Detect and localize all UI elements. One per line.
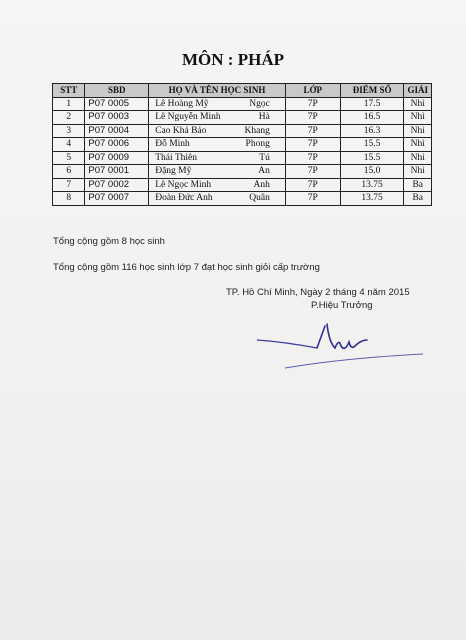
cell-class: 7P [285,124,340,138]
cell-award: Nhì [404,97,432,111]
table-header-row [53,84,432,98]
cell-surname: Đoàn Đức Anh [155,193,213,203]
cell-given-name: Quân [249,193,270,203]
table-row [53,192,432,206]
cell-surname: Thái Thiên [155,152,197,163]
handwritten-signature [255,318,425,378]
cell-stt: 8 [53,192,85,206]
cell-award: Nhì [404,138,432,152]
cell-stt: 7 [53,178,85,192]
cell-name [149,192,286,206]
table-row [53,138,432,152]
cell-class: 7P [285,165,340,179]
cell-award: Ba [404,192,432,206]
cell-name [149,97,286,111]
header-stt: STT [53,84,85,98]
cell-given-name: An [258,166,270,176]
cell-name [149,178,286,192]
cell-given-name: Khang [244,125,270,136]
cell-sbd: P07 0004 [85,124,149,138]
cell-class: 7P [285,151,340,165]
cell-award: Nhì [404,151,432,165]
cell-score: 16.5 [340,111,404,125]
cell-name [149,138,286,152]
cell-score: 17.5 [340,97,404,111]
cell-sbd: P07 0009 [85,151,149,165]
cell-surname: Lê Ngọc Minh [155,179,212,190]
header-name: HỌ VÀ TÊN HỌC SINH [149,84,286,98]
cell-stt: 2 [53,111,85,125]
cell-score: 13.75 [340,192,404,206]
cell-sbd: P07 0001 [85,165,149,179]
cell-given-name: Phong [245,139,270,149]
cell-sbd: P07 0005 [85,97,149,111]
cell-award: Ba [404,178,432,192]
cell-name [149,124,286,138]
cell-score: 13.75 [340,178,404,192]
cell-stt: 4 [53,138,85,152]
document-title: MÔN : PHÁP [182,50,284,69]
cell-name [149,111,286,125]
place-date: TP. Hồ Chí Minh, Ngày 2 tháng 4 năm 2015 [226,287,410,298]
header-award: GIẢI [404,84,432,98]
cell-class: 7P [285,178,340,192]
signer-title: P.Hiệu Trưởng [311,300,373,311]
cell-sbd: P07 0003 [85,111,149,125]
cell-stt: 1 [53,97,85,111]
cell-class: 7P [285,138,340,152]
cell-given-name: Hà [258,112,270,122]
cell-award: Nhì [404,165,432,179]
table-row [53,151,432,165]
cell-surname: Đặng Mỹ [155,166,192,176]
table-body [53,97,432,205]
table-row [53,165,432,179]
header-class: LỚP [285,84,340,98]
table-row [53,178,432,192]
cell-given-name: Ngọc [249,98,270,109]
cell-sbd: P07 0002 [85,178,149,192]
grand-total-note: Tổng cộng gồm 116 học sinh lớp 7 đạt học sinh giỏi cấp trường [53,262,320,273]
cell-stt: 3 [53,124,85,138]
cell-given-name: Anh [253,179,270,190]
cell-class: 7P [285,111,340,125]
table-row [53,111,432,125]
header-sbd: SBD [85,84,149,98]
cell-surname: Lê Nguyễn Minh [155,112,221,122]
cell-score: 15.5 [340,151,404,165]
cell-name [149,165,286,179]
cell-surname: Đỗ Minh [155,139,190,149]
results-table [52,83,432,206]
cell-surname: Cao Khả Bảo [155,125,207,136]
cell-award: Nhì [404,111,432,125]
cell-given-name: Tú [259,152,270,163]
table-row [53,124,432,138]
cell-score: 16.3 [340,124,404,138]
cell-sbd: P07 0007 [85,192,149,206]
cell-stt: 5 [53,151,85,165]
header-score: ĐIỂM SỐ [340,84,404,98]
cell-score: 15.0 [340,165,404,179]
table-row [53,97,432,111]
cell-score: 15.5 [340,138,404,152]
cell-class: 7P [285,97,340,111]
cell-name [149,151,286,165]
cell-class: 7P [285,192,340,206]
cell-award: Nhì [404,124,432,138]
cell-surname: Lê Hoàng Mỹ [155,98,209,109]
cell-stt: 6 [53,165,85,179]
total-students-note: Tổng cộng gồm 8 học sinh [53,236,165,247]
cell-sbd: P07 0006 [85,138,149,152]
